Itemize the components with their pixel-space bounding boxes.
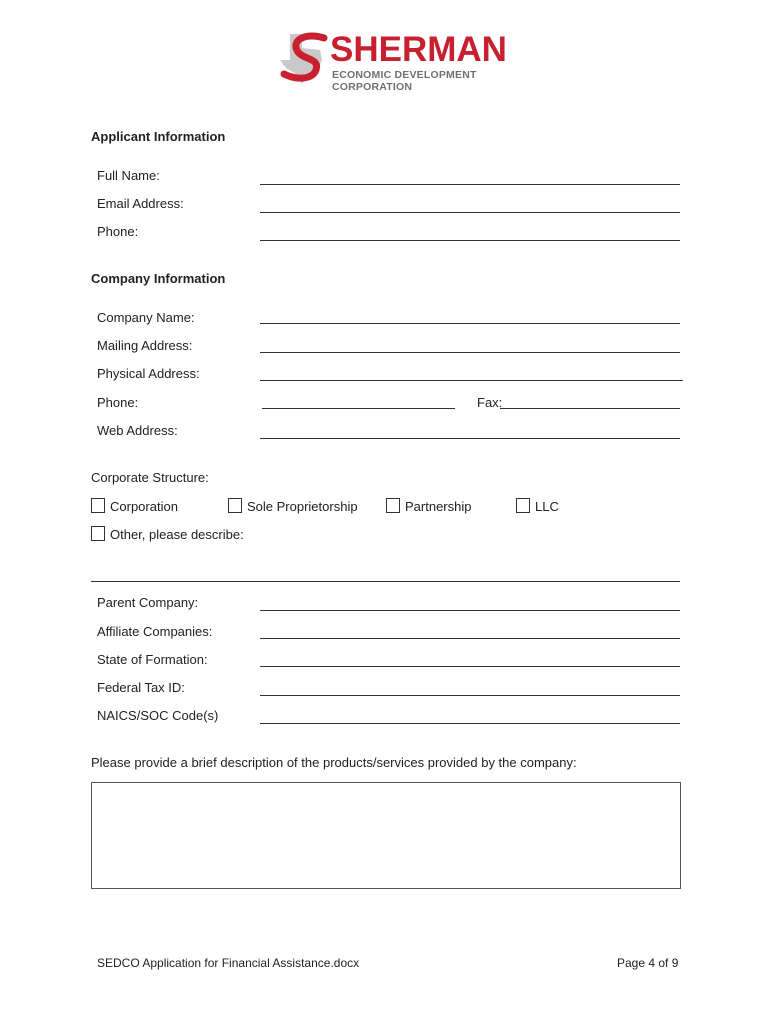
applicant-heading: Applicant Information: [91, 129, 226, 144]
state-of-formation-label: State of Formation:: [97, 652, 208, 667]
affiliate-companies-label: Affiliate Companies:: [97, 624, 213, 639]
mailing-address-field[interactable]: [260, 352, 680, 353]
company-heading: Company Information: [91, 271, 226, 286]
applicant-phone-label: Phone:: [97, 224, 139, 239]
parent-company-label: Parent Company:: [97, 595, 199, 610]
footer-filename: SEDCO Application for Financial Assistance.docx: [97, 956, 360, 970]
sole-proprietorship-checkbox[interactable]: [228, 498, 242, 513]
corporation-label: Corporation: [110, 499, 178, 514]
physical-address-field[interactable]: [260, 380, 683, 381]
affiliate-companies-field[interactable]: [260, 638, 680, 639]
partnership-checkbox[interactable]: [386, 498, 400, 513]
federal-tax-id-field[interactable]: [260, 695, 680, 696]
mailing-address-label: Mailing Address:: [97, 338, 193, 353]
applicant-phone-field[interactable]: [260, 240, 680, 241]
naics-soc-field[interactable]: [260, 723, 680, 724]
other-label: Other, please describe:: [110, 527, 244, 542]
web-address-label: Web Address:: [97, 423, 178, 438]
partnership-label: Partnership: [405, 499, 472, 514]
fax-field[interactable]: [500, 408, 680, 409]
naics-soc-label: NAICS/SOC Code(s): [97, 708, 219, 723]
physical-address-label: Physical Address:: [97, 366, 200, 381]
full-name-label: Full Name:: [97, 168, 160, 183]
federal-tax-id-label: Federal Tax ID:: [97, 680, 185, 695]
email-field[interactable]: [260, 212, 680, 213]
texas-s-logo-icon: [276, 30, 336, 86]
company-name-field[interactable]: [260, 323, 680, 324]
parent-company-field[interactable]: [260, 610, 680, 611]
corporate-structure-label: Corporate Structure:: [91, 470, 209, 485]
llc-label: LLC: [535, 499, 559, 514]
state-of-formation-field[interactable]: [260, 666, 680, 667]
corporation-checkbox[interactable]: [91, 498, 105, 513]
web-address-field[interactable]: [260, 438, 680, 439]
company-phone-field[interactable]: [262, 408, 455, 409]
email-label: Email Address:: [97, 196, 184, 211]
other-description-field[interactable]: [91, 581, 680, 582]
company-phone-label: Phone:: [97, 395, 139, 410]
logo: [276, 30, 507, 93]
description-textarea[interactable]: [91, 782, 681, 889]
logo-name: SHERMAN: [330, 30, 507, 69]
logo-subtitle: ECONOMIC DEVELOPMENT CORPORATION: [332, 69, 477, 93]
company-name-label: Company Name:: [97, 310, 195, 325]
description-prompt: Please provide a brief description of the products/services provided by the company:: [91, 755, 577, 770]
fax-label: Fax:: [477, 395, 503, 410]
sole-proprietorship-label: Sole Proprietorship: [247, 499, 358, 514]
other-checkbox[interactable]: [91, 526, 105, 541]
full-name-field[interactable]: [260, 184, 680, 185]
footer-page-number: Page 4 of 9: [617, 956, 679, 970]
llc-checkbox[interactable]: [516, 498, 530, 513]
